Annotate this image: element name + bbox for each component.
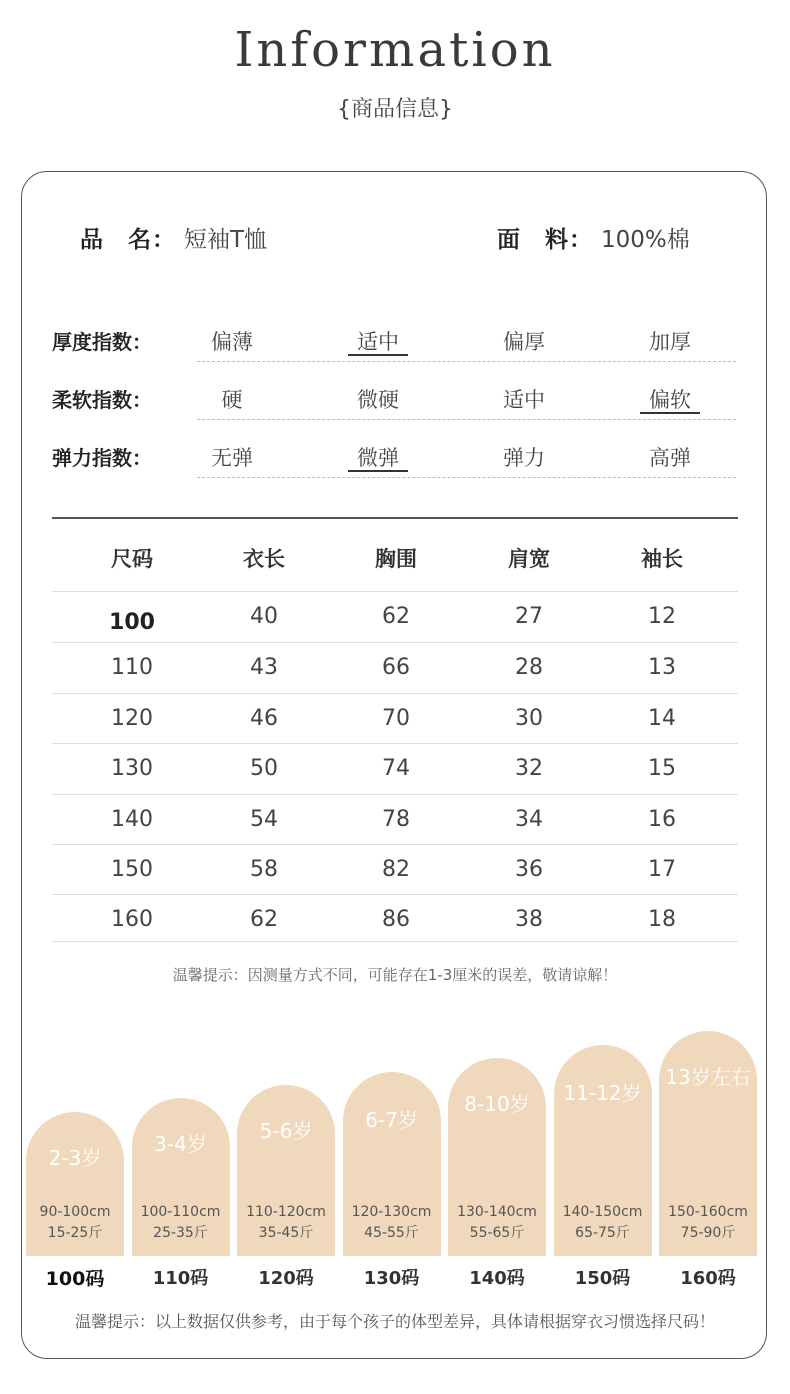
- table-header-cell: 尺码: [111, 547, 153, 571]
- page-title: Information: [234, 22, 556, 78]
- age-range: 13岁左右: [665, 1065, 751, 1089]
- weight-range: 75-90斤: [680, 1225, 736, 1241]
- table-cell: 74: [382, 756, 410, 781]
- index-option: 硬: [221, 388, 243, 412]
- table-cell: 100: [109, 610, 155, 635]
- table-cell: 16: [648, 807, 676, 832]
- table-row: [52, 743, 738, 794]
- index-row: [52, 322, 742, 362]
- table-cell: 120: [111, 706, 153, 731]
- table-cell: 15: [648, 756, 676, 781]
- index-option-selected: 微弹: [348, 442, 408, 472]
- table-cell: 38: [515, 907, 543, 932]
- table-row: [52, 591, 738, 642]
- table-top-rule: [52, 517, 738, 519]
- table-cell: 110: [111, 655, 153, 680]
- weight-range: 15-25斤: [47, 1225, 103, 1241]
- table-cell: 13: [648, 655, 676, 680]
- weight-range: 25-35斤: [153, 1225, 208, 1241]
- age-arch: [448, 1058, 546, 1256]
- table-row: [52, 642, 738, 693]
- table-row: [52, 693, 738, 744]
- table-cell: 86: [382, 907, 410, 932]
- age-arch: [237, 1085, 335, 1256]
- age-arch: [26, 1112, 124, 1256]
- size-label: 120码: [258, 1268, 314, 1289]
- measure-note: 温馨提示：因测量方式不同，可能存在1-3厘米的误差，敬请谅解！: [172, 966, 618, 984]
- age-arch: [659, 1031, 757, 1256]
- index-option: 适中: [503, 388, 545, 412]
- table-cell: 46: [250, 706, 278, 731]
- table-cell: 130: [111, 756, 153, 781]
- index-label: 柔软指数：: [52, 388, 152, 412]
- age-range: 8-10岁: [464, 1092, 530, 1116]
- age-arch: [132, 1098, 230, 1256]
- size-label: 150码: [574, 1268, 631, 1289]
- table-cell: 54: [250, 807, 278, 832]
- index-option: 微硬: [357, 388, 399, 412]
- age-range: 6-7岁: [365, 1108, 418, 1132]
- index-option: 偏薄: [211, 330, 253, 354]
- age-arch: [554, 1045, 652, 1256]
- size-table-header: [52, 543, 738, 573]
- index-option: 弹力: [503, 446, 545, 470]
- table-cell: 43: [250, 655, 278, 680]
- age-range: 5-6岁: [259, 1119, 313, 1143]
- table-cell: 82: [382, 857, 410, 882]
- table-cell: 50: [250, 756, 278, 781]
- age-range: 11-12岁: [563, 1081, 642, 1105]
- weight-range: 65-75斤: [575, 1225, 630, 1241]
- height-range: 130-140cm: [457, 1204, 537, 1220]
- table-cell: 40: [250, 604, 278, 629]
- table-header-cell: 衣长: [243, 547, 285, 571]
- table-cell: 62: [382, 604, 410, 629]
- reference-note: 温馨提示：以上数据仅供参考，由于每个孩子的体型差异，具体请根据穿衣习惯选择尺码！: [74, 1312, 715, 1331]
- index-row: [52, 438, 742, 478]
- size-label: 140码: [469, 1268, 525, 1289]
- index-option: 无弹: [211, 446, 253, 470]
- table-cell: 14: [648, 706, 676, 731]
- index-row: [52, 380, 742, 420]
- index-option-selected: 偏软: [640, 384, 700, 414]
- height-range: 120-130cm: [351, 1204, 432, 1220]
- page-subtitle: {商品信息}: [337, 97, 453, 122]
- product-fabric: [497, 221, 690, 254]
- index-dashed-line: [197, 361, 736, 362]
- fabric-value: 100%棉: [601, 227, 690, 253]
- table-cell: 160: [111, 907, 153, 932]
- height-range: 90-100cm: [39, 1204, 111, 1220]
- table-cell: 18: [648, 907, 676, 932]
- table-cell: 70: [382, 706, 410, 731]
- table-cell: 17: [648, 857, 676, 882]
- table-header-cell: 肩宽: [508, 547, 550, 571]
- table-row: [52, 894, 738, 945]
- table-cell: 62: [250, 907, 278, 932]
- weight-range: 55-65斤: [469, 1225, 525, 1241]
- table-cell: 150: [111, 857, 153, 882]
- product-name-label: 品 名：: [80, 227, 176, 253]
- height-range: 140-150cm: [562, 1204, 643, 1220]
- table-cell: 66: [382, 655, 410, 680]
- fabric-label: 面 料：: [497, 227, 593, 253]
- table-row: [52, 844, 738, 895]
- size-label: 160码: [680, 1268, 736, 1289]
- product-name: [80, 221, 267, 254]
- table-cell: 140: [111, 807, 153, 832]
- table-cell: 58: [250, 857, 278, 882]
- table-row: [52, 794, 738, 845]
- table-cell: 78: [382, 807, 410, 832]
- age-arch: [343, 1072, 441, 1256]
- table-cell: 12: [648, 604, 676, 629]
- index-option: 加厚: [649, 330, 691, 354]
- table-cell: 28: [515, 655, 543, 680]
- index-label: 弹力指数：: [52, 446, 152, 470]
- product-name-value: 短袖T恤: [184, 227, 268, 253]
- index-option: 高弹: [649, 446, 691, 470]
- table-header-cell: 胸围: [375, 547, 417, 571]
- weight-range: 45-55斤: [364, 1225, 419, 1241]
- table-cell: 34: [515, 807, 543, 832]
- age-range: 3-4岁: [154, 1132, 207, 1156]
- table-cell: 32: [515, 756, 543, 781]
- table-cell: 36: [515, 857, 543, 882]
- index-option-selected: 适中: [348, 326, 408, 356]
- height-range: 110-120cm: [246, 1204, 326, 1220]
- size-label: 130码: [363, 1268, 420, 1289]
- table-header-cell: 袖长: [641, 547, 683, 571]
- index-dashed-line: [197, 419, 736, 420]
- weight-range: 35-45斤: [258, 1225, 314, 1241]
- height-range: 100-110cm: [140, 1204, 221, 1220]
- table-cell: 27: [515, 604, 543, 629]
- index-label: 厚度指数：: [52, 330, 152, 354]
- size-label: 100码: [45, 1268, 105, 1290]
- height-range: 150-160cm: [668, 1204, 748, 1220]
- index-dashed-line: [197, 477, 736, 478]
- table-bottom-rule: [52, 941, 738, 942]
- size-label: 110码: [152, 1268, 209, 1289]
- table-cell: 30: [515, 706, 543, 731]
- index-option: 偏厚: [503, 330, 545, 354]
- age-range: 2-3岁: [48, 1146, 102, 1170]
